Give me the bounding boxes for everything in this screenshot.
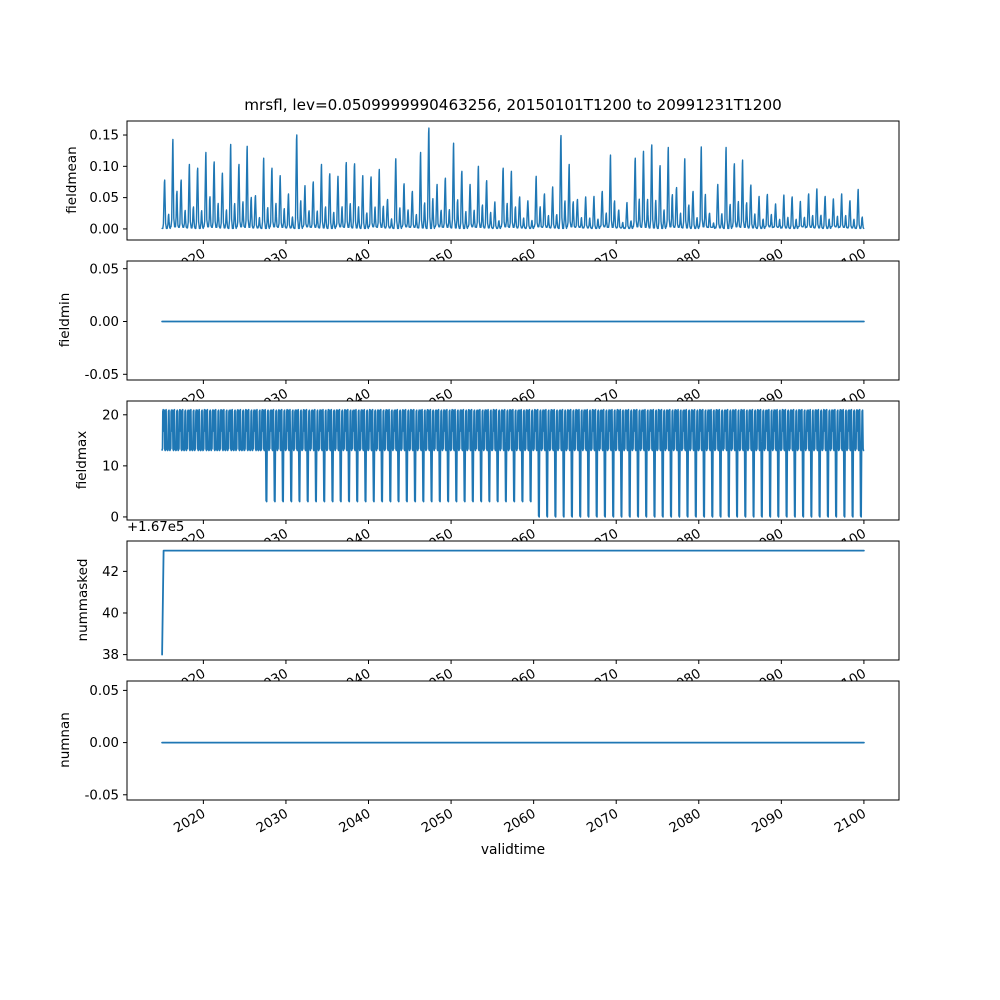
y-tick-label: -0.05: [84, 788, 119, 804]
y-axis-offset-text: +1.67e5: [127, 520, 185, 535]
y-axis-label-nummasked: nummasked: [75, 558, 91, 642]
subplot-fieldmax: [102, 401, 899, 556]
x-tick-label: 2050: [419, 806, 457, 837]
y-tick-label: 38: [102, 648, 119, 664]
y-tick-label: 0.10: [89, 159, 119, 175]
axes-background: [127, 681, 899, 800]
y-tick-label: -0.05: [84, 367, 119, 383]
y-tick-label: 0.00: [89, 315, 119, 331]
y-tick-label: 0.05: [89, 683, 119, 699]
x-tick-label: 2100: [832, 806, 869, 837]
subplot-fieldmean: [89, 121, 899, 276]
axes-background: [127, 261, 899, 380]
figure-title: mrsfl, lev=0.0509999990463256, 20150101T1200 to 20991231T1200: [244, 96, 782, 114]
y-axis-label-fieldmean: fieldmean: [64, 146, 80, 214]
y-tick-label: 0.05: [89, 262, 119, 278]
x-axis-label: validtime: [480, 842, 546, 858]
y-tick-label: 0.05: [89, 191, 119, 207]
y-axis-label-numnan: numnan: [57, 712, 73, 768]
y-tick-label: 0.15: [89, 128, 119, 144]
x-tick-label: 2090: [749, 806, 787, 837]
x-tick-label: 2020: [171, 806, 209, 837]
subplot-nummasked: [102, 541, 899, 696]
x-tick-label: 2060: [501, 806, 539, 837]
x-tick-label: 2070: [584, 806, 622, 837]
y-tick-label: 40: [102, 606, 119, 622]
subplot-numnan: [85, 681, 899, 836]
subplot-fieldmin: [85, 261, 899, 416]
x-tick-label: 2030: [254, 806, 291, 837]
y-tick-label: 0: [110, 510, 119, 526]
y-tick-label: 0.00: [89, 736, 119, 752]
y-tick-label: 42: [102, 564, 119, 580]
y-tick-label: 0.00: [89, 222, 119, 238]
y-tick-label: 20: [102, 408, 119, 424]
axes-background: [127, 541, 899, 660]
y-axis-label-fieldmax: fieldmax: [74, 430, 90, 490]
x-tick-label: 2040: [336, 806, 374, 837]
y-axis-label-fieldmin: fieldmin: [57, 292, 73, 348]
x-tick-label: 2080: [666, 806, 704, 837]
y-tick-label: 10: [102, 459, 119, 475]
